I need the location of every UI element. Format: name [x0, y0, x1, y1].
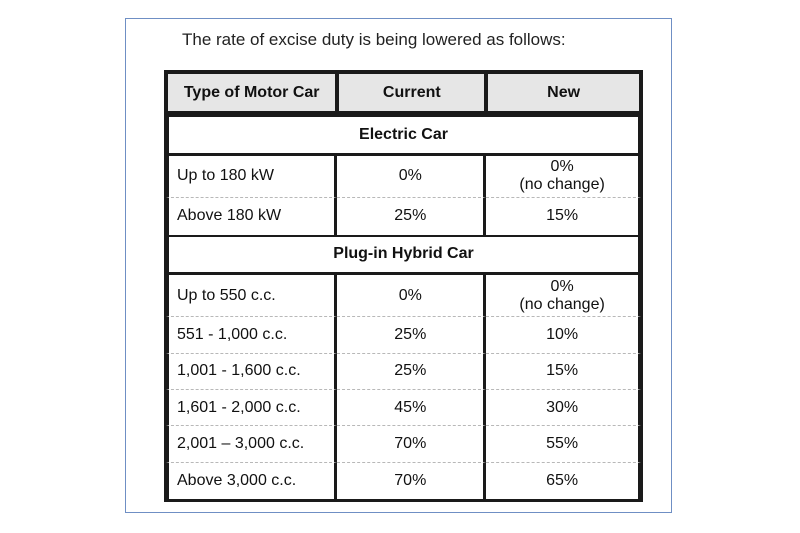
- section-header-hybrid: [166, 235, 641, 275]
- row-new: 55%: [486, 426, 641, 462]
- table-header-row: [166, 72, 641, 115]
- row-new: [486, 156, 641, 198]
- row-current: 70%: [337, 463, 486, 499]
- row-new-note: (no change): [519, 176, 605, 194]
- row-new: [486, 275, 641, 317]
- intro-text: The rate of excise duty is being lowered as follows:: [182, 30, 566, 49]
- row-new: 30%: [486, 390, 641, 426]
- row-type: Above 180 kW: [166, 198, 337, 234]
- section-title: Electric Car: [166, 115, 641, 155]
- row-type: 1,601 - 2,000 c.c.: [166, 390, 337, 426]
- table-row: [166, 354, 641, 390]
- row-current: 25%: [337, 198, 486, 234]
- row-new: 10%: [486, 317, 641, 353]
- section-header-electric: [166, 115, 641, 155]
- table-row: [166, 390, 641, 426]
- row-type: Up to 180 kW: [166, 156, 337, 198]
- header-current: Current: [337, 72, 486, 115]
- row-type: 1,001 - 1,600 c.c.: [166, 354, 337, 390]
- row-new: 15%: [486, 198, 641, 234]
- row-current: 0%: [337, 156, 486, 198]
- table-row: [166, 426, 641, 462]
- row-type: 2,001 – 3,000 c.c.: [166, 426, 337, 462]
- excise-duty-table: [164, 70, 643, 502]
- row-new-note: (no change): [519, 295, 605, 313]
- header-type: Type of Motor Car: [166, 72, 337, 115]
- row-new: 15%: [486, 354, 641, 390]
- row-type: 551 - 1,000 c.c.: [166, 317, 337, 353]
- row-new-value: 0%: [550, 158, 574, 176]
- table-row: [166, 156, 641, 198]
- row-type: Above 3,000 c.c.: [166, 463, 337, 499]
- section-title: Plug-in Hybrid Car: [166, 235, 641, 275]
- row-current: 0%: [337, 275, 486, 317]
- row-new-value: 0%: [550, 277, 574, 295]
- table-row: [166, 317, 641, 353]
- row-current: 25%: [337, 317, 486, 353]
- table-row: [166, 275, 641, 317]
- table-row: [166, 463, 641, 499]
- table-row: [166, 198, 641, 234]
- header-new: New: [486, 72, 641, 115]
- row-current: 25%: [337, 354, 486, 390]
- row-new: 65%: [486, 463, 641, 499]
- row-type: Up to 550 c.c.: [166, 275, 337, 317]
- row-current: 45%: [337, 390, 486, 426]
- row-current: 70%: [337, 426, 486, 462]
